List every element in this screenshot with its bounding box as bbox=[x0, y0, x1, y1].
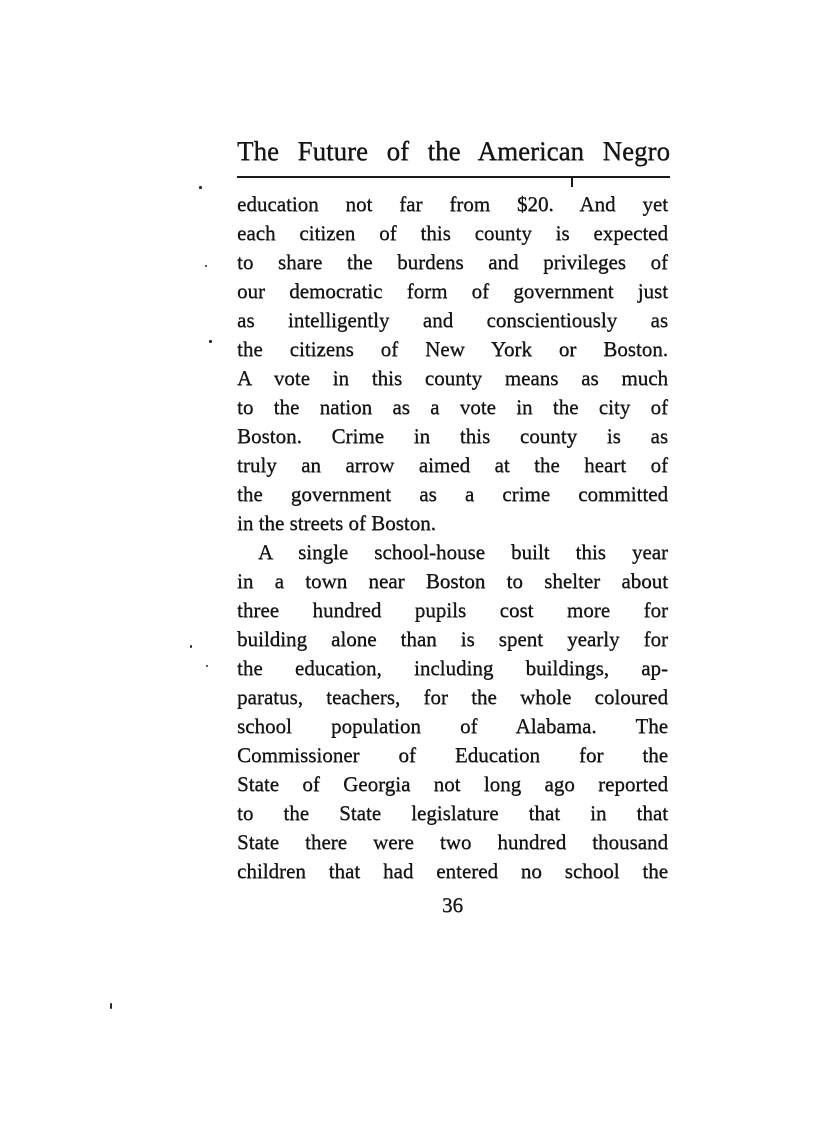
text-line: to the nation as a vote in the city of bbox=[237, 395, 668, 419]
text-line: children that had entered no school the bbox=[237, 859, 668, 883]
text-line: school population of Alabama. The bbox=[237, 714, 668, 738]
text-line: State there were two hundred thousand bbox=[237, 830, 668, 854]
text-line: Commissioner of Education for the bbox=[237, 743, 668, 767]
text-line: to the State legislature that in that bbox=[237, 801, 668, 825]
text-line: the citizens of New York or Boston. bbox=[237, 337, 668, 361]
text-line: the education, including buildings, ap- bbox=[237, 656, 668, 680]
page-header-title: The Future of the American Negro bbox=[237, 136, 670, 166]
text-line: education not far from $20. And yet bbox=[237, 192, 668, 216]
header-rule-tick bbox=[571, 178, 573, 187]
page-body bbox=[237, 190, 668, 886]
text-line: paratus, teachers, for the whole coloured bbox=[237, 685, 668, 709]
text-line: Boston. Crime in this county is as bbox=[237, 424, 668, 448]
text-line: A single school-house built this year bbox=[258, 540, 668, 564]
scan-speck bbox=[209, 340, 212, 343]
paragraph bbox=[237, 538, 668, 886]
text-line: as intelligently and conscientiously as bbox=[237, 308, 668, 332]
scan-speck bbox=[206, 665, 208, 667]
text-line: A vote in this county means as much bbox=[237, 366, 668, 390]
text-line: the government as a crime committed bbox=[237, 482, 668, 506]
text-line: in the streets of Boston. bbox=[237, 511, 436, 535]
scan-speck bbox=[199, 186, 202, 189]
scan-speck bbox=[110, 1003, 112, 1009]
text-line: three hundred pupils cost more for bbox=[237, 598, 668, 622]
text-line: each citizen of this county is expected bbox=[237, 221, 668, 245]
text-line: in a town near Boston to shelter about bbox=[237, 569, 668, 593]
text-line: our democratic form of government just bbox=[237, 279, 668, 303]
text-line: to share the burdens and privileges of bbox=[237, 250, 668, 274]
page-number: 36 bbox=[442, 893, 463, 917]
header-rule bbox=[237, 176, 670, 178]
paragraph bbox=[237, 190, 668, 538]
text-line: truly an arrow aimed at the heart of bbox=[237, 453, 668, 477]
scan-speck bbox=[205, 265, 207, 267]
scan-speck bbox=[190, 645, 192, 648]
text-line: building alone than is spent yearly for bbox=[237, 627, 668, 651]
text-line: State of Georgia not long ago reported bbox=[237, 772, 668, 796]
